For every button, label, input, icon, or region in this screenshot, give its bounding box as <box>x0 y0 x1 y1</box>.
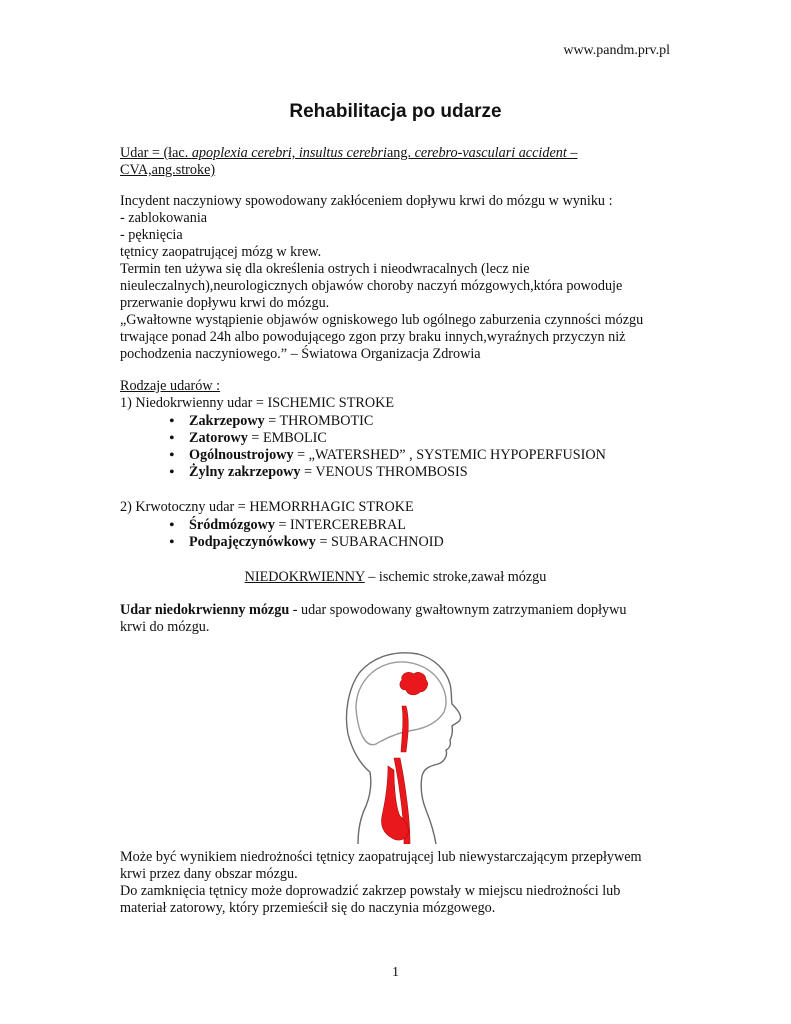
head-arteries-illustration <box>330 648 464 844</box>
types-heading: Rodzaje udarów : <box>120 378 221 394</box>
cerebral-artery <box>401 706 408 752</box>
intro-line: nieuleczalnych),neurologicznych objawów choroby naczyń mózgowych,która powoduje <box>120 278 623 294</box>
bullet-item: • Zakrzepowy = THROMBOTIC <box>170 413 373 430</box>
page-title: Rehabilitacja po udarze <box>289 101 502 122</box>
ischemic-stroke-label: 1) Niedokrwienny udar = ISCHEMIC STROKE <box>120 395 394 411</box>
closing-line: krwi przez dany obszar mózgu. <box>120 866 298 882</box>
definition-line-1: Udar = (łac. apoplexia cerebri, insultus cerebriang. cerebro-vasculari accident – <box>120 145 578 161</box>
blood-vessels <box>381 672 427 844</box>
bullet-item: • Podpajęczynówkowy = SUBARACHNOID <box>170 534 444 551</box>
brain-outline <box>356 662 446 745</box>
bullet-item: • Zatorowy = EMBOLIC <box>170 430 327 447</box>
bullet-item: • Ogólnoustrojowy = „WATERSHED” , SYSTEMIC HYPOPERFUSION <box>170 447 606 464</box>
closing-line: Do zamknięcia tętnicy może doprowadzić zakrzep powstały w miejscu niedrożności lub <box>120 883 621 899</box>
section-heading: NIEDOKRWIENNY – ischemic stroke,zawał mózgu <box>244 569 547 585</box>
intro-line: Termin ten używa się dla określenia ostrych i nieodwracalnych (lecz nie <box>120 261 530 277</box>
bullet-item: • Śródmózgowy = INTERCEREBRAL <box>170 517 406 534</box>
bullet-item: • Żylny zakrzepowy = VENOUS THROMBOSIS <box>170 464 468 481</box>
intro-line: Incydent naczyniowy spowodowany zakłóceniem dopływu krwi do mózgu w wyniku : <box>120 193 613 209</box>
who-quote-line: „Gwałtowne wystąpienie objawów ogniskowego lub ogólnego zaburzenia czynności mózgu <box>120 312 644 328</box>
who-quote-line: pochodzenia naczyniowego.” – Światowa Organizacja Zdrowia <box>120 346 481 362</box>
page-number: 1 <box>392 965 399 980</box>
hemorrhagic-stroke-label: 2) Krwotoczny udar = HEMORRHAGIC STROKE <box>120 499 414 515</box>
dash-item-blockage: - zablokowania <box>120 210 208 226</box>
section-definition-line-1: Udar niedokrwienny mózgu - udar spowodowany gwałtownym zatrzymaniem dopływu <box>120 602 627 618</box>
intro-line: przerwanie dopływu krwi do mózgu. <box>120 295 330 311</box>
intro-line: tętnicy zaopatrującej mózg w krew. <box>120 244 322 260</box>
definition-line-2: CVA,ang.stroke) <box>120 162 216 178</box>
section-definition-line-2: krwi do mózgu. <box>120 619 210 635</box>
site-url: www.pandm.prv.pl <box>563 43 670 58</box>
closing-line: materiał zatorowy, który przemieścił się do naczynia mózgowego. <box>120 900 496 916</box>
closing-line: Może być wynikiem niedrożności tętnicy zaopatrującej lub niewystarczającym przepływem <box>120 849 642 865</box>
dash-item-rupture: - pęknięcia <box>120 227 183 243</box>
brain-infarct-area <box>400 672 428 694</box>
who-quote-line: trwające ponad 24h albo powodującego zgon przy braku innych,wyraźnych przyczyn niż <box>120 329 626 345</box>
